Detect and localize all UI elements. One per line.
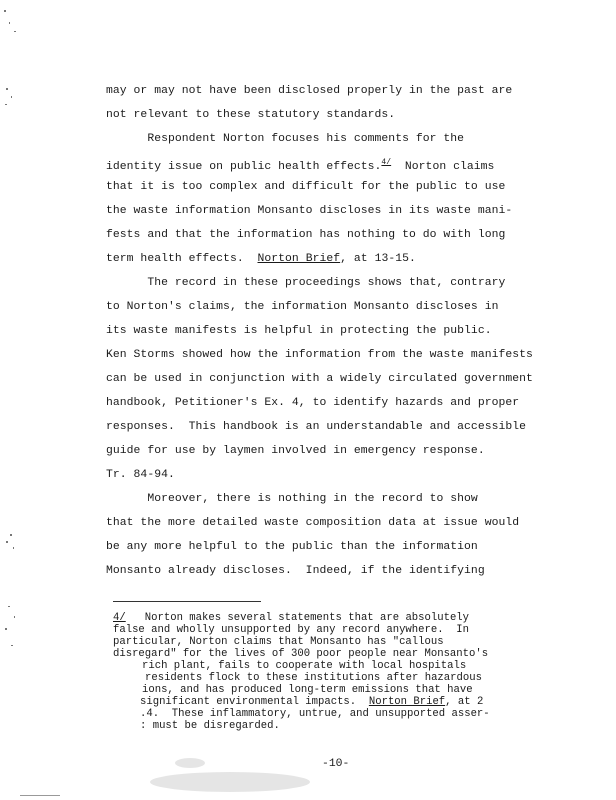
body-line-10: to Norton's claims, the information Monsanto discloses in <box>106 301 499 313</box>
footnote-line-8-tail: , at 2 <box>445 696 484 708</box>
citation-norton-brief: Norton Brief <box>257 253 341 265</box>
footnote-line-7: ions, and has produced long-term emissions that have <box>142 684 473 696</box>
scan-smudge <box>150 772 310 792</box>
scan-speck <box>4 10 6 12</box>
footnote-line-1 <box>113 612 469 624</box>
body-line-7: fests and that the information has nothing to do with long <box>106 229 506 241</box>
footnote-reference: 4/ <box>381 158 392 167</box>
scan-speck <box>8 606 10 607</box>
footnote-line-9: .4. These inflammatory, untrue, and unsupported asser- <box>140 708 490 720</box>
footnote-line-6: residents flock to these institutions after hazardous <box>145 672 482 684</box>
footnote-line-1-text: Norton makes several statements that are absolutely <box>125 612 470 624</box>
body-line-9: The record in these proceedings shows that, contrary <box>106 277 506 289</box>
scan-speck <box>14 31 16 32</box>
body-line-6: the waste information Monsanto discloses in its waste mani- <box>106 205 513 217</box>
body-line-8-tail: , at 13-15. <box>340 253 416 265</box>
body-line-17: Tr. 84-94. <box>106 469 175 481</box>
scan-speck <box>6 88 8 90</box>
footnote-citation-norton-brief: Norton Brief <box>368 696 446 708</box>
footnote-line-10: : must be disregarded. <box>140 720 280 732</box>
page-number: -10- <box>322 758 350 770</box>
scan-speck <box>13 547 14 549</box>
footnote-line-2: false and wholly unsupported by any record anywhere. In <box>113 624 470 636</box>
body-line-19: that the more detailed waste composition data at issue would <box>106 517 520 529</box>
footnote-divider <box>113 601 261 602</box>
scan-speck <box>10 534 12 536</box>
body-line-16: guide for use by laymen involved in emergency response. <box>106 445 485 457</box>
body-line-4-tail: Norton claims <box>391 161 495 173</box>
body-line-4 <box>106 156 494 174</box>
footnote-line-8 <box>140 696 483 708</box>
body-line-21: Monsanto already discloses. Indeed, if the identifying <box>106 565 485 577</box>
footnote-marker: 4/ <box>113 612 126 624</box>
scan-smudge <box>175 758 205 768</box>
scan-speck <box>9 22 10 24</box>
body-line-3: Respondent Norton focuses his comments for the <box>106 133 465 145</box>
body-line-2: not relevant to these statutory standards. <box>106 109 396 121</box>
body-line-20: be any more helpful to the public than the information <box>106 541 478 553</box>
footnote-line-8-text: significant environmental impacts. <box>140 696 357 708</box>
body-line-8 <box>106 252 416 266</box>
body-line-8-text: term health effects. <box>106 253 244 265</box>
scan-speck <box>11 96 12 98</box>
scan-speck <box>6 541 8 543</box>
body-line-12: Ken Storms showed how the information from the waste manifests <box>106 349 533 361</box>
scan-speck <box>11 645 13 646</box>
body-line-5: that it is too complex and difficult for the public to use <box>106 181 506 193</box>
body-line-14: handbook, Petitioner's Ex. 4, to identify hazards and proper <box>106 397 520 409</box>
scan-speck <box>14 616 15 618</box>
body-line-4-text: identity issue on public health effects. <box>106 161 382 173</box>
footnote-line-5: rich plant, fails to cooperate with local hospitals <box>142 660 467 672</box>
body-line-1: may or may not have been disclosed properly in the past are <box>106 85 513 97</box>
scan-speck <box>5 104 7 105</box>
body-line-13: can be used in conjunction with a widely circulated government <box>106 373 533 385</box>
scan-speck <box>5 628 7 630</box>
footnote-line-3: particular, Norton claims that Monsanto has "callous <box>113 636 444 648</box>
body-line-15: responses. This handbook is an understandable and accessible <box>106 421 527 433</box>
body-line-11: its waste manifests is helpful in protecting the public. <box>106 325 492 337</box>
footnote-line-4: disregard" for the lives of 300 poor people near Monsanto's <box>113 648 489 660</box>
body-line-18: Moreover, there is nothing in the record to show <box>106 493 478 505</box>
scan-edge-mark <box>20 795 60 796</box>
